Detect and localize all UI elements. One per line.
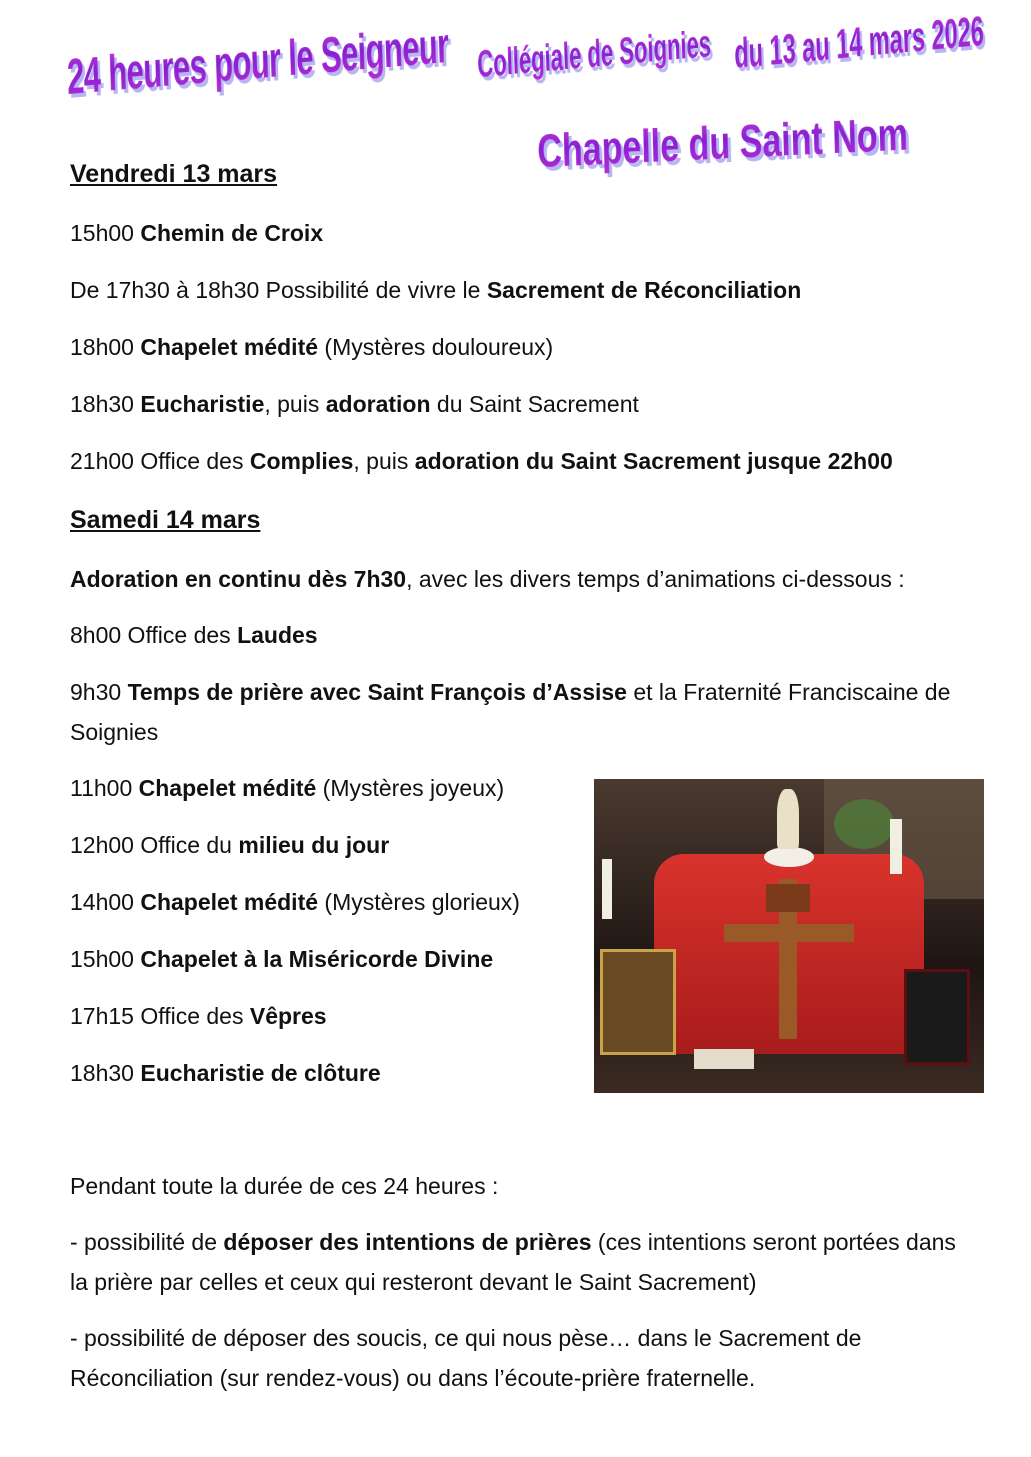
- saturday-item: 17h15 Office des Vêpres: [70, 1003, 327, 1029]
- friday-item: 15h00 Chemin de Croix: [70, 220, 324, 246]
- friday-item: 21h00 Office des Complies, puis adoration du Saint Sacrement jusque 22h00: [70, 448, 893, 474]
- saturday-intro: Adoration en continu dès 7h30, avec les divers temps d’animations ci-dessous :: [70, 566, 905, 592]
- footer-soucis: - possibilité de déposer des soucis, ce qui nous pèse… dans le Sacrement de Réconciliation (sur rendez-vous) ou dans l’écoute-prière fraternelle.: [70, 1325, 862, 1391]
- saturday-heading: Samedi 14 mars: [70, 506, 261, 534]
- friday-item: 18h00 Chapelet médité (Mystères douloureux): [70, 334, 554, 360]
- title-24-heures: 24 heures pour le Seigneur: [66, 16, 450, 106]
- saturday-item: 11h00 Chapelet médité (Mystères joyeux): [70, 775, 505, 801]
- title-chapelle: Chapelle du Saint Nom: [536, 107, 909, 178]
- saturday-item: 8h00 Office des Laudes: [70, 622, 318, 648]
- footer-intro: Pendant toute la durée de ces 24 heures :: [70, 1173, 499, 1199]
- title-collegiale: Collégiale de Soignies: [476, 22, 712, 87]
- saturday-item: 14h00 Chapelet médité (Mystères glorieux): [70, 889, 520, 915]
- title-dates: du 13 au 14 mars 2026: [733, 6, 985, 78]
- saturday-item: 9h30 Temps de prière avec Saint François d’Assise et la Fraternité Franciscaine de Soignies: [70, 679, 951, 745]
- altar-photo: [594, 779, 984, 1093]
- friday-heading: Vendredi 13 mars: [70, 160, 278, 188]
- footer-intentions: - possibilité de déposer des intentions de prières (ces intentions seront portées dans la prière par celles et ceux qui resteront devant le Saint Sacrement): [70, 1229, 956, 1295]
- saturday-item: 12h00 Office du milieu du jour: [70, 832, 390, 858]
- friday-item: De 17h30 à 18h30 Possibilité de vivre le Sacrement de Réconciliation: [70, 277, 802, 303]
- friday-item: 18h30 Eucharistie, puis adoration du Saint Sacrement: [70, 391, 639, 417]
- saturday-item: 15h00 Chapelet à la Miséricorde Divine: [70, 946, 494, 972]
- saturday-item: 18h30 Eucharistie de clôture: [70, 1060, 381, 1086]
